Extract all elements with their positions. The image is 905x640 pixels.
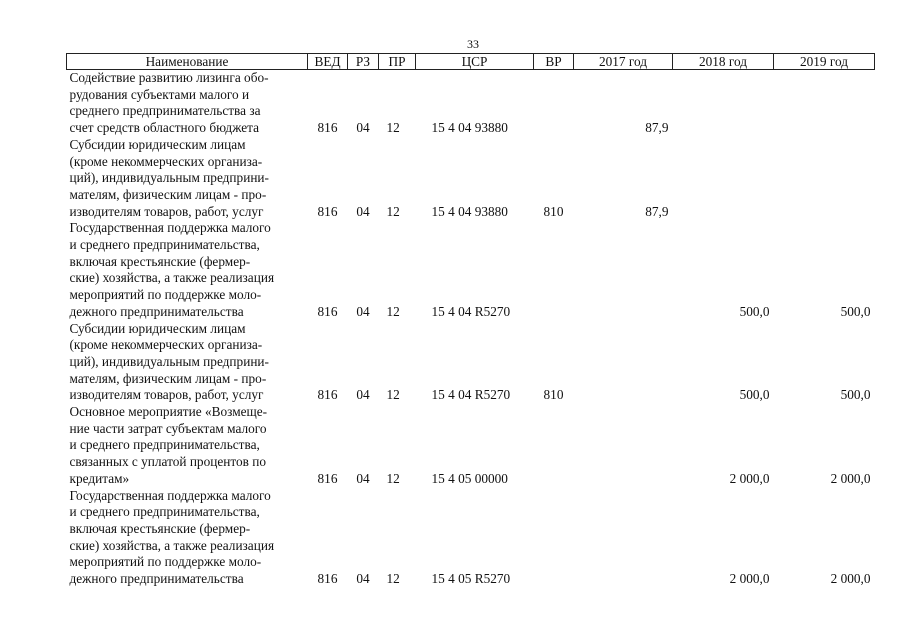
header-2018: 2018 год (673, 54, 774, 70)
cell-name-line: (кроме некоммерческих организа- (69, 337, 263, 353)
header-csr: ЦСР (416, 54, 534, 70)
cell-name-line: и среднего предпринимательства, (69, 437, 260, 453)
cell-rz: 04 (356, 203, 370, 219)
cell-pr: 12 (386, 303, 400, 319)
header-name: Наименование (67, 54, 308, 70)
cell-name-line: дежного предпринимательства (69, 571, 244, 587)
cell-ved: 816 (317, 387, 338, 403)
cell-pr: 12 (386, 470, 400, 486)
cell-name-line: ние части затрат субъектам малого (69, 420, 267, 436)
table-row (67, 321, 875, 405)
cell-name-line: (кроме некоммерческих организа- (69, 153, 263, 169)
cell-2018: 500,0 (739, 387, 770, 403)
cell-vr (534, 220, 574, 320)
cell-rz: 04 (356, 387, 370, 403)
header-pr: ПР (379, 54, 416, 70)
table-header-row (67, 54, 875, 70)
table-row (67, 70, 875, 137)
cell-2019: 500,0 (840, 387, 871, 403)
cell-name-line: Субсидии юридическим лицам (69, 320, 246, 336)
cell-pr: 12 (386, 120, 400, 136)
cell-2019: 500,0 (840, 303, 871, 319)
cell-csr: 15 4 04 R5270 (431, 387, 511, 403)
cell-2018 (673, 70, 774, 137)
cell-name-line: мателям, физическим лицам - про- (69, 370, 267, 386)
cell-ved: 816 (317, 470, 338, 486)
cell-name-line: ские) хозяйства, а также реализация (69, 270, 275, 286)
cell-name-line: мероприятий по поддержке моло- (69, 554, 262, 570)
cell-name (67, 488, 308, 588)
cell-name-line: рудования субъектами малого и (69, 86, 250, 102)
cell-name (67, 137, 308, 221)
header-rz: РЗ (348, 54, 379, 70)
cell-rz: 04 (356, 470, 370, 486)
cell-2017: 87,9 (645, 203, 669, 219)
cell-name (67, 70, 308, 137)
cell-name-line: включая крестьянские (фермер- (69, 520, 251, 536)
cell-csr: 15 4 04 93880 (431, 120, 508, 136)
cell-2018 (673, 137, 774, 221)
cell-name-line: Субсидии юридическим лицам (69, 136, 246, 152)
cell-name-line: счет средств областного бюджета (69, 120, 259, 136)
table-row (67, 488, 875, 588)
cell-2019: 2 000,0 (830, 470, 871, 486)
cell-ved: 816 (317, 120, 338, 136)
cell-2018: 2 000,0 (729, 571, 770, 587)
table-row (67, 220, 875, 320)
cell-name (67, 404, 308, 488)
cell-vr (534, 488, 574, 588)
cell-2018: 500,0 (739, 303, 770, 319)
cell-name-line: изводителям товаров, работ, услуг (69, 387, 264, 403)
header-vr: ВР (534, 54, 574, 70)
cell-csr: 15 4 04 93880 (431, 203, 508, 219)
cell-name-line: среднего предпринимательства за (69, 103, 261, 119)
cell-ved: 816 (317, 203, 338, 219)
cell-2017 (574, 404, 673, 488)
cell-name-line: Содействие развитию лизинга обо- (69, 70, 269, 85)
cell-vr: 810 (543, 203, 564, 219)
cell-2017 (574, 220, 673, 320)
cell-name-line: кредитам» (69, 470, 130, 486)
cell-rz: 04 (356, 303, 370, 319)
cell-2017 (574, 321, 673, 405)
cell-name-line: мероприятий по поддержке моло- (69, 287, 262, 303)
cell-2019: 2 000,0 (830, 571, 871, 587)
cell-name-line: ские) хозяйства, а также реализация (69, 537, 275, 553)
table-row (67, 137, 875, 221)
cell-name (67, 220, 308, 320)
cell-csr: 15 4 04 R5270 (431, 303, 511, 319)
budget-table (66, 53, 875, 588)
cell-name-line: и среднего предпринимательства, (69, 504, 260, 520)
cell-vr: 810 (543, 387, 564, 403)
cell-2018: 2 000,0 (729, 470, 770, 486)
cell-2017 (574, 488, 673, 588)
cell-name-line: Государственная поддержка малого (69, 487, 271, 503)
cell-csr: 15 4 05 R5270 (431, 571, 511, 587)
cell-name-line: Основное мероприятие «Возмеще- (69, 404, 268, 420)
cell-name-line: связанных с уплатой процентов по (69, 454, 267, 470)
table-row (67, 404, 875, 488)
cell-ved: 816 (317, 571, 338, 587)
cell-csr: 15 4 05 00000 (431, 470, 508, 486)
cell-name-line: Государственная поддержка малого (69, 220, 271, 236)
cell-pr: 12 (386, 571, 400, 587)
cell-ved: 816 (317, 303, 338, 319)
cell-name-line: ций), индивидуальным предприни- (69, 353, 269, 369)
page-number: 33 (467, 37, 479, 51)
cell-name-line: ций), индивидуальным предприни- (69, 170, 269, 186)
cell-vr (534, 404, 574, 488)
cell-name-line: и среднего предпринимательства, (69, 237, 260, 253)
table-body (67, 70, 875, 588)
cell-name-line: мателям, физическим лицам - про- (69, 186, 267, 202)
cell-pr: 12 (386, 203, 400, 219)
header-2017: 2017 год (574, 54, 673, 70)
header-ved: ВЕД (308, 54, 348, 70)
cell-2019 (774, 137, 875, 221)
cell-pr: 12 (386, 387, 400, 403)
cell-rz: 04 (356, 571, 370, 587)
cell-name-line: включая крестьянские (фермер- (69, 253, 251, 269)
cell-rz: 04 (356, 120, 370, 136)
header-2019: 2019 год (774, 54, 875, 70)
cell-name-line: дежного предпринимательства (69, 303, 244, 319)
cell-2019 (774, 70, 875, 137)
cell-vr (534, 70, 574, 137)
cell-name (67, 321, 308, 405)
cell-name-line: изводителям товаров, работ, услуг (69, 203, 264, 219)
cell-2017: 87,9 (645, 120, 669, 136)
